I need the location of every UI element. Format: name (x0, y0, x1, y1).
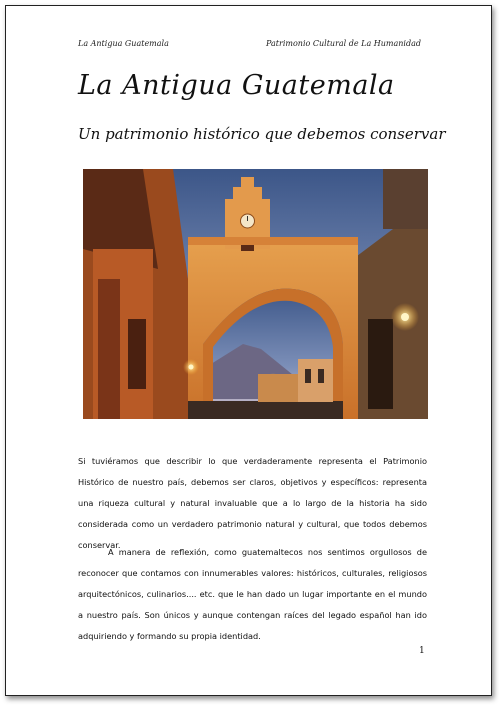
arch-photo-illustration (83, 169, 428, 419)
document-page (5, 5, 492, 696)
page-title: La Antigua Guatemala (78, 70, 395, 101)
page-subtitle: Un patrimonio histórico que debemos conservar (78, 125, 446, 143)
paragraph-2: A manera de reflexión, como guatemaltecos nos sentimos orgullosos de reconocer que contamos con innumerables valores: históricos, culturales, religiosos arquitectónicos, culinarios.... etc. que le han dado un lugar importante en el mundo a nuestro país. Son únicos y aunque contengan raíces del legado español han ido adquiriendo y formando su propia identidad. (78, 547, 427, 641)
arch-photo (83, 169, 428, 419)
paragraph-1: Si tuviéramos que describir lo que verdaderamente representa el Patrimonio Histórico de nuestro país, debemos ser claros, objetivos y específicos: representa una riqueza cultural y natural invaluable que a lo largo de la historia ha sido considerada como un verdadero patrimonio natural y cultural, que todos debemos conservar. (78, 456, 427, 550)
header-left: La Antigua Guatemala (78, 39, 169, 48)
header-right: Patrimonio Cultural de La Humanidad (266, 39, 421, 48)
page-number: 1 (419, 646, 425, 656)
